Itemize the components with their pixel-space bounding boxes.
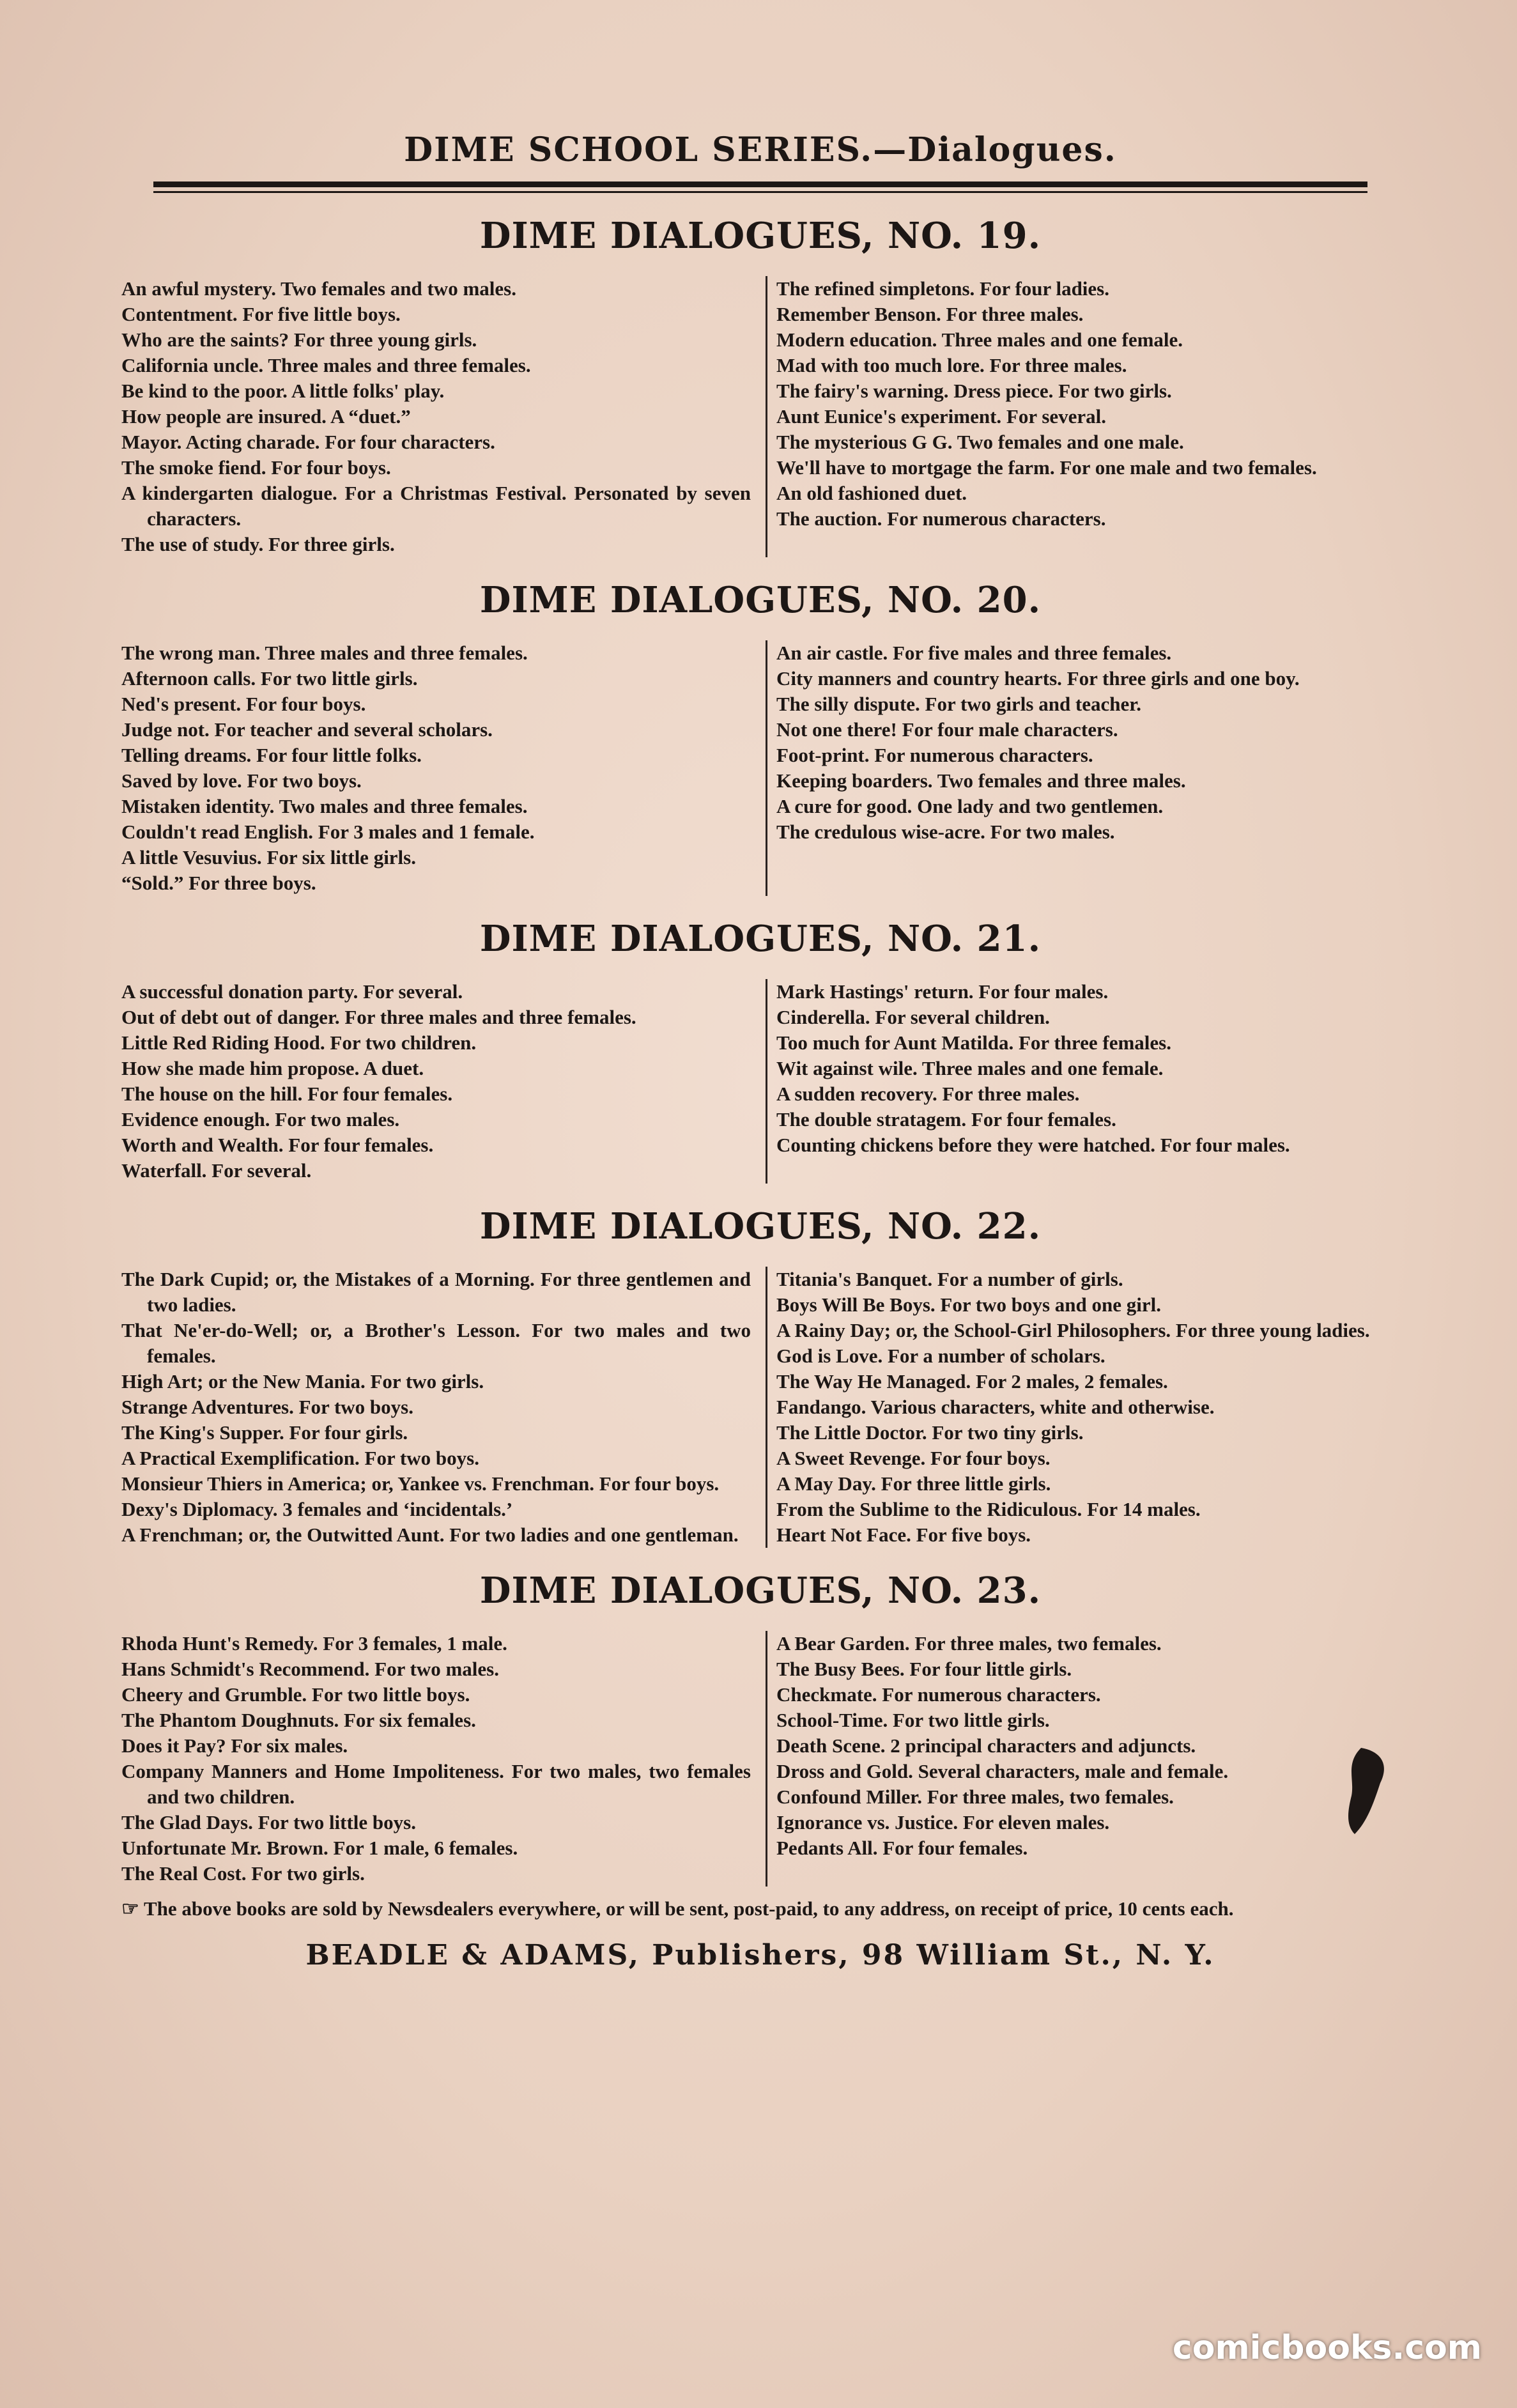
dialogue-entry: A Sweet Revenge. For four boys. <box>776 1447 1051 1469</box>
dialogue-entry: The Dark Cupid; or, the Mistakes of a Morning. For three gentlemen and two ladies. <box>121 1268 751 1316</box>
publisher-imprint: BEADLE & ADAMS, Publishers, 98 William St., N. Y. <box>305 1939 1215 1972</box>
dialogue-entry: Waterfall. For several. <box>121 1159 312 1182</box>
dialogue-entry: An old fashioned duet. <box>776 482 967 504</box>
dialogue-entry: Counting chickens before they were hatched. For four males. <box>776 1134 1290 1156</box>
dialogue-entry: Ned's present. For four boys. <box>121 693 366 715</box>
dialogue-entry: City manners and country hearts. For three girls and one boy. <box>776 667 1300 690</box>
dialogue-entry: School-Time. For two little girls. <box>776 1709 1050 1731</box>
dialogue-entry: Strange Adventures. For two boys. <box>121 1396 413 1418</box>
dialogue-entry: Boys Will Be Boys. For two boys and one girl. <box>776 1293 1162 1316</box>
dialogue-entry: Confound Miller. For three males, two females. <box>776 1786 1174 1808</box>
dialogue-entry: Mark Hastings' return. For four males. <box>776 980 1109 1003</box>
dialogue-entry: Monsieur Thiers in America; or, Yankee vs. Frenchman. For four boys. <box>121 1472 720 1495</box>
watermark: comicbooks.com <box>1172 2329 1482 2367</box>
dialogue-entry: A successful donation party. For several. <box>121 980 463 1003</box>
dialogue-entry: A Rainy Day; or, the School-Girl Philosophers. For three young ladies. <box>776 1319 1370 1341</box>
dialogue-entry: Little Red Riding Hood. For two children. <box>121 1031 477 1054</box>
dialogue-entry: Telling dreams. For four little folks. <box>121 744 422 766</box>
dialogue-entry: The silly dispute. For two girls and teacher. <box>776 693 1141 715</box>
dialogue-entry: A Frenchman; or, the Outwitted Aunt. For two ladies and one gentleman. <box>121 1524 739 1546</box>
dialogue-entry: Saved by love. For two boys. <box>121 769 362 792</box>
dialogue-entry: Evidence enough. For two males. <box>121 1108 400 1131</box>
dialogue-entry: Afternoon calls. For two little girls. <box>121 667 418 690</box>
ink-blot-icon <box>1336 1745 1393 1841</box>
dialogue-entry: A little Vesuvius. For six little girls. <box>121 846 416 868</box>
sections-container <box>121 215 1399 1887</box>
dialogue-entry: The house on the hill. For four females. <box>121 1083 453 1105</box>
dialogue-entry: Rhoda Hunt's Remedy. For 3 females, 1 male. <box>121 1632 507 1655</box>
dialogue-entry: Too much for Aunt Matilda. For three females. <box>776 1031 1171 1054</box>
dialogue-section <box>121 579 1399 896</box>
dialogue-entry: The fairy's warning. Dress piece. For two girls. <box>776 380 1172 402</box>
dialogue-entry: God is Love. For a number of scholars. <box>776 1345 1105 1367</box>
page-content <box>121 128 1399 1972</box>
dialogue-entry: Who are the saints? For three young girls. <box>121 328 477 351</box>
dialogue-entry: Fandango. Various characters, white and otherwise. <box>776 1396 1215 1418</box>
left-column <box>121 640 751 896</box>
dialogue-entry: Remember Benson. For three males. <box>776 303 1084 325</box>
dialogue-entry: The wrong man. Three males and three females. <box>121 642 528 664</box>
dialogue-section <box>121 1205 1399 1548</box>
dialogue-entry: A May Day. For three little girls. <box>776 1472 1051 1495</box>
dialogue-entry: The Real Cost. For two girls. <box>121 1862 365 1885</box>
dialogue-entry: The refined simpletons. For four ladies. <box>776 277 1109 300</box>
dialogue-entry: Titania's Banquet. For a number of girls. <box>776 1268 1123 1290</box>
dialogue-entry: Death Scene. 2 principal characters and adjuncts. <box>776 1734 1196 1757</box>
section-title: DIME DIALOGUES, NO. 21. <box>479 918 1042 960</box>
dialogue-entry: The Phantom Doughnuts. For six females. <box>121 1709 476 1731</box>
dialogue-entry: The mysterious G G. Two females and one male. <box>776 431 1184 453</box>
dialogue-entry: Mayor. Acting charade. For four characters. <box>121 431 495 453</box>
dialogue-entry: “Sold.” For three boys. <box>121 872 316 894</box>
entry-columns <box>121 276 1399 557</box>
dialogue-entry: Worth and Wealth. For four females. <box>121 1134 434 1156</box>
dialogue-entry: The smoke fiend. For four boys. <box>121 456 391 479</box>
right-column <box>766 276 1399 557</box>
dialogue-entry: Aunt Eunice's experiment. For several. <box>776 405 1107 428</box>
left-column <box>121 276 751 557</box>
dialogue-entry: Foot-print. For numerous characters. <box>776 744 1093 766</box>
dialogue-entry: California uncle. Three males and three females. <box>121 354 531 376</box>
dialogue-entry: Mistaken identity. Two males and three females. <box>121 795 528 817</box>
dialogue-entry: Ignorance vs. Justice. For eleven males. <box>776 1811 1110 1833</box>
right-column <box>766 979 1399 1184</box>
section-title: DIME DIALOGUES, NO. 19. <box>479 215 1042 257</box>
dialogue-entry: A kindergarten dialogue. For a Christmas Festival. Personated by seven characters. <box>121 482 751 530</box>
dialogue-entry: Modern education. Three males and one female. <box>776 328 1183 351</box>
dialogue-entry: A Bear Garden. For three males, two females. <box>776 1632 1162 1655</box>
dialogue-entry: Keeping boarders. Two females and three males. <box>776 769 1186 792</box>
dialogue-entry: Judge not. For teacher and several scholars. <box>121 718 493 741</box>
dialogue-entry: We'll have to mortgage the farm. For one male and two females. <box>776 456 1317 479</box>
entry-columns <box>121 640 1399 896</box>
dialogue-entry: Be kind to the poor. A little folks' play. <box>121 380 445 402</box>
dialogue-entry: Not one there! For four male characters. <box>776 718 1118 741</box>
dialogue-entry: An air castle. For five males and three females. <box>776 642 1172 664</box>
entry-columns <box>121 979 1399 1184</box>
dialogue-entry: The Busy Bees. For four little girls. <box>776 1658 1072 1680</box>
dialogue-entry: The use of study. For three girls. <box>121 533 395 555</box>
dialogue-entry: Contentment. For five little boys. <box>121 303 401 325</box>
left-column <box>121 979 751 1184</box>
dialogue-section <box>121 918 1399 1184</box>
dialogue-entry: Wit against wile. Three males and one female. <box>776 1057 1164 1079</box>
dialogue-entry: Company Manners and Home Impoliteness. For two males, two females and two children. <box>121 1760 751 1808</box>
section-title: DIME DIALOGUES, NO. 23. <box>479 1570 1042 1612</box>
dialogue-entry: The King's Supper. For four girls. <box>121 1421 408 1444</box>
dialogue-entry: A cure for good. One lady and two gentlemen. <box>776 795 1164 817</box>
dialogue-entry: That Ne'er-do-Well; or, a Brother's Lesson. For two males and two females. <box>121 1319 751 1367</box>
dialogue-section <box>121 215 1399 557</box>
dialogue-entry: Unfortunate Mr. Brown. For 1 male, 6 females. <box>121 1837 518 1859</box>
dialogue-entry: Hans Schmidt's Recommend. For two males. <box>121 1658 499 1680</box>
dialogue-entry: How she made him propose. A duet. <box>121 1057 424 1079</box>
right-column <box>766 1267 1399 1548</box>
dialogue-entry: The Little Doctor. For two tiny girls. <box>776 1421 1084 1444</box>
left-column <box>121 1267 751 1548</box>
left-column <box>121 1631 751 1887</box>
dialogue-entry: How people are insured. A “duet.” <box>121 405 411 428</box>
dialogue-entry: Cinderella. For several children. <box>776 1006 1050 1028</box>
section-title: DIME DIALOGUES, NO. 22. <box>479 1205 1042 1247</box>
dialogue-entry: Pedants All. For four females. <box>776 1837 1028 1859</box>
dialogue-entry: From the Sublime to the Ridiculous. For 14 males. <box>776 1498 1201 1520</box>
right-column <box>766 1631 1399 1887</box>
dialogue-entry: Does it Pay? For six males. <box>121 1734 348 1757</box>
dialogue-entry: High Art; or the New Mania. For two girls. <box>121 1370 484 1393</box>
dialogue-entry: An awful mystery. Two females and two males. <box>121 277 516 300</box>
dialogue-entry: Dexy's Diplomacy. 3 females and ‘incidentals.’ <box>121 1498 513 1520</box>
dialogue-entry: Couldn't read English. For 3 males and 1 female. <box>121 821 535 843</box>
dialogue-entry: Out of debt out of danger. For three males and three females. <box>121 1006 636 1028</box>
dialogue-entry: Mad with too much lore. For three males. <box>776 354 1127 376</box>
notice-text: ☞ The above books are sold by Newsdealers everywhere, or will be sent, post-paid, to any address, on receipt of price, 10 cents each. <box>121 1897 1234 1920</box>
running-head: DIME SCHOOL SERIES.—Dialogues. <box>404 130 1117 169</box>
dialogue-entry: A Practical Exemplification. For two boys. <box>121 1447 479 1469</box>
dialogue-entry: Checkmate. For numerous characters. <box>776 1683 1101 1706</box>
dialogue-entry: Cheery and Grumble. For two little boys. <box>121 1683 470 1706</box>
entry-columns <box>121 1631 1399 1887</box>
dialogue-entry: A sudden recovery. For three males. <box>776 1083 1080 1105</box>
dialogue-entry: The Glad Days. For two little boys. <box>121 1811 416 1833</box>
dialogue-entry: The credulous wise-acre. For two males. <box>776 821 1115 843</box>
dialogue-entry: The double stratagem. For four females. <box>776 1108 1116 1131</box>
section-title: DIME DIALOGUES, NO. 20. <box>479 579 1042 621</box>
dialogue-entry: Heart Not Face. For five boys. <box>776 1524 1031 1546</box>
dialogue-entry: The auction. For numerous characters. <box>776 507 1106 530</box>
entry-columns <box>121 1267 1399 1548</box>
dialogue-section <box>121 1570 1399 1887</box>
dialogue-entry: The Way He Managed. For 2 males, 2 females. <box>776 1370 1168 1393</box>
right-column <box>766 640 1399 896</box>
dialogue-entry: Dross and Gold. Several characters, male and female. <box>776 1760 1229 1782</box>
head-rule <box>153 181 1367 193</box>
